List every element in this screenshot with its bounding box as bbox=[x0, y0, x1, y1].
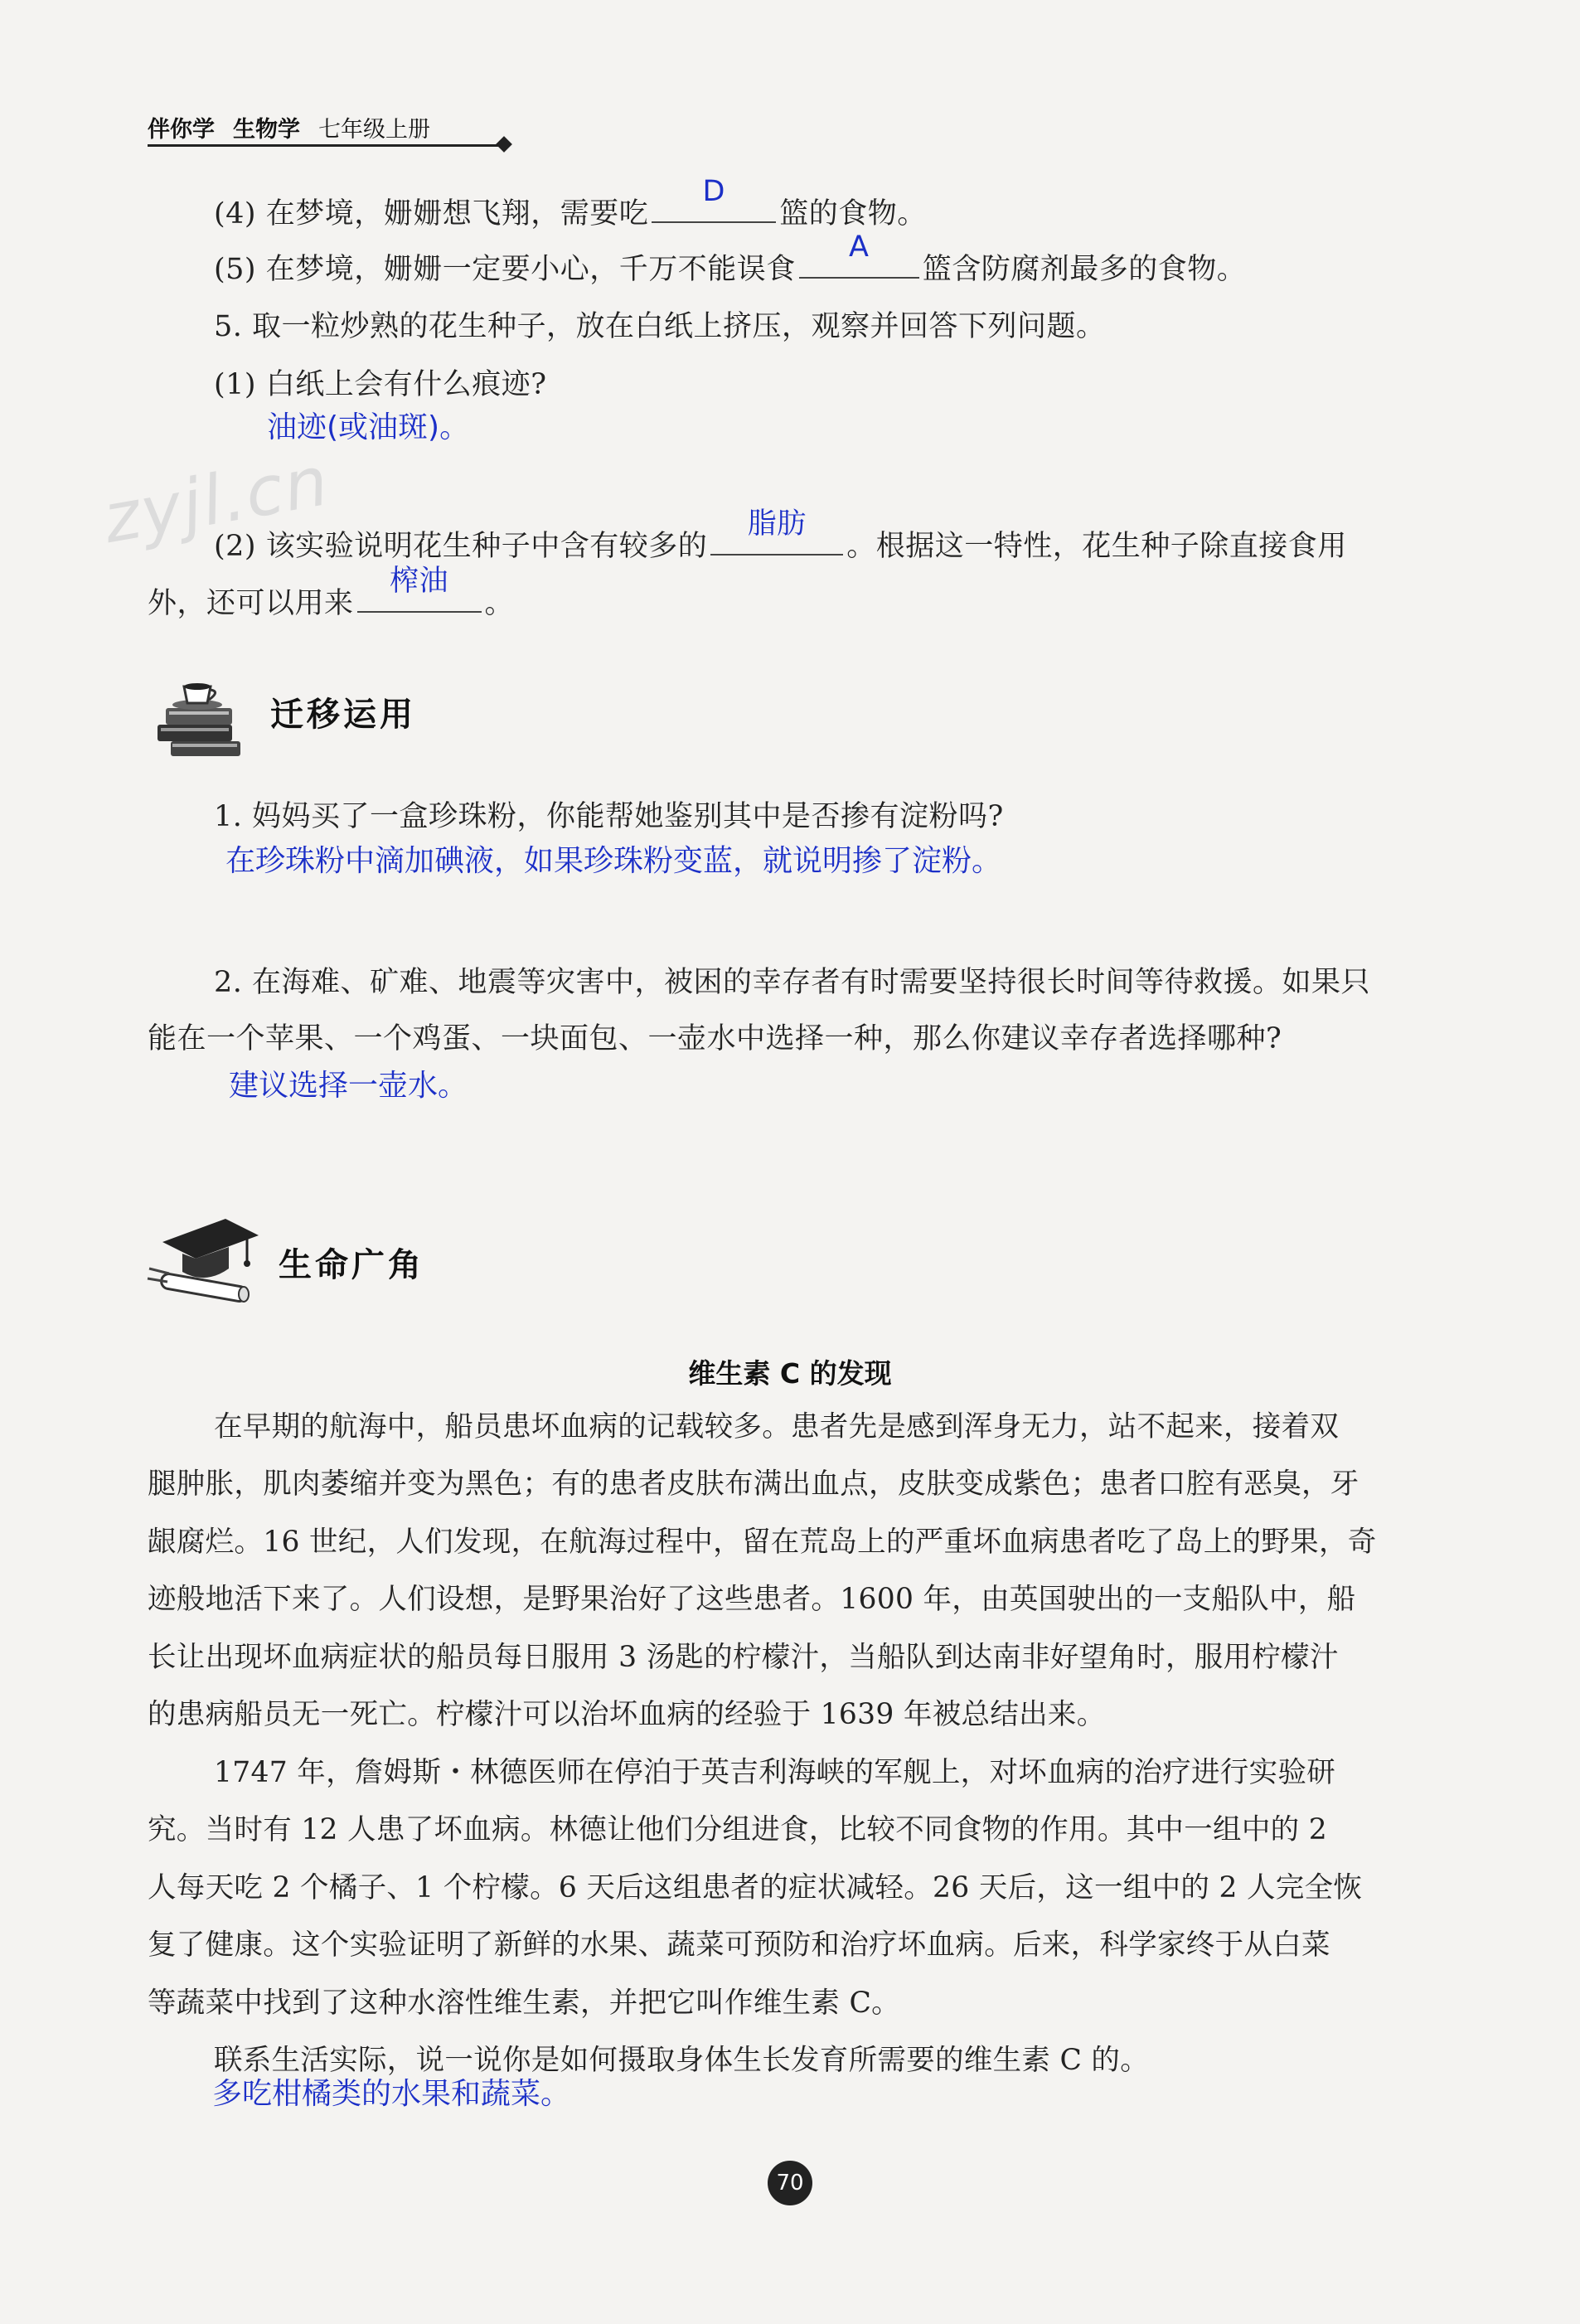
handwritten-answer: D bbox=[702, 175, 725, 208]
page-number: 70 bbox=[768, 2161, 812, 2205]
answer-blank-4 bbox=[652, 175, 776, 223]
section-title-life: 生命广角 bbox=[279, 1246, 424, 1284]
question-4: (4) 在梦境，姗姗想飞翔，需要吃 D 篮的食物。 bbox=[214, 175, 927, 230]
transfer-q2-line2: 能在一个苹果、一个鸡蛋、一块面包、一壶水中选择一种，那么你建议幸存者选择哪种? bbox=[148, 1022, 1282, 1055]
article-para2-line: 究。当时有 12 人患了坏血病。林德让他们分组进食，比较不同食物的作用。其中一组中的 2 bbox=[148, 1813, 1327, 1846]
article-para1-line: 腿肿胀，肌肉萎缩并变为黑色；有的患者皮肤布满出血点，皮肤变成紫色；患者口腔有恶臭，牙 bbox=[148, 1468, 1359, 1501]
header-series: 伴你学 bbox=[148, 117, 215, 143]
article-para2-line: 1747 年，詹姆斯・林德医师在停泊于英吉利海峡的军舰上，对坏血病的治疗进行实验研 bbox=[214, 1756, 1336, 1789]
problem-5-1-answer: 油迹(或油斑)。 bbox=[267, 410, 470, 444]
problem-5-1-question: (1) 白纸上会有什么痕迹? bbox=[214, 368, 547, 401]
handwritten-answer: 榨油 bbox=[390, 565, 449, 598]
watermark: zyjl.cn bbox=[97, 441, 336, 560]
section-title-transfer: 迁移运用 bbox=[270, 696, 416, 734]
problem-5-intro: 5. 取一粒炒熟的花生种子，放在白纸上挤压，观察并回答下列问题。 bbox=[214, 310, 1106, 343]
header-grade: 七年级上册 bbox=[318, 117, 430, 143]
header-subject: 生物学 bbox=[233, 117, 300, 143]
article-question: 联系生活实际，说一说你是如何摄取身体生长发育所需要的维生素 C 的。 bbox=[214, 2044, 1150, 2077]
transfer-q1: 1. 妈妈买了一盒珍珠粉，你能帮她鉴别其中是否掺有淀粉吗? bbox=[214, 800, 1004, 833]
article-answer: 多吃柑橘类的水果和蔬菜。 bbox=[212, 2077, 571, 2111]
handwritten-answer: 脂肪 bbox=[747, 507, 807, 541]
article-para1-line: 的患病船员无一死亡。柠檬汁可以治坏血病的经验于 1639 年被总结出来。 bbox=[148, 1698, 1106, 1731]
transfer-q1-answer: 在珍珠粉中滴加碘液，如果珍珠粉变蓝，就说明掺了淀粉。 bbox=[225, 844, 1002, 878]
transfer-q2-answer: 建议选择一壶水。 bbox=[229, 1069, 468, 1103]
graduation-cap-icon bbox=[146, 1211, 262, 1306]
article-para2-line: 等蔬菜中找到了这种水溶性维生素，并把它叫作维生素 C。 bbox=[148, 1987, 900, 2020]
books-coffee-icon bbox=[148, 673, 247, 764]
header-diamond-icon bbox=[496, 136, 512, 153]
page-header bbox=[148, 111, 430, 143]
handwritten-answer: A bbox=[848, 230, 870, 264]
article-para1-line: 迹般地活下来了。人们设想，是野果治好了这些患者。1600 年，由英国驶出的一支船队中，船 bbox=[148, 1583, 1356, 1616]
article-para2-line: 人每天吃 2 个橘子、1 个柠檬。6 天后这组患者的症状减轻。26 天后，这一组中的 2 人完全恢 bbox=[148, 1871, 1363, 1904]
article-para1-line: 长让出现坏血病症状的船员每日服用 3 汤匙的柠檬汁，当船队到达南非好望角时，服用柠檬汁 bbox=[148, 1641, 1339, 1674]
article-para1-line: 在早期的航海中，船员患坏血病的记载较多。患者先是感到浑身无力，站不起来，接着双 bbox=[214, 1410, 1340, 1443]
problem-5-2-line1: (2) 该实验说明花生种子中含有较多的 脂肪 。根据这一特性，花生种子除直接食用 bbox=[214, 507, 1347, 563]
answer-blank-oil bbox=[357, 565, 482, 613]
answer-blank-5 bbox=[799, 230, 919, 279]
question-5: (5) 在梦境，姗姗一定要小心，千万不能误食 A 篮含防腐剂最多的食物。 bbox=[214, 230, 1247, 286]
article-para2-line: 复了健康。这个实验证明了新鲜的水果、蔬菜可预防和治疗坏血病。后来，科学家终于从白菜 bbox=[148, 1929, 1330, 1962]
problem-5-2-line2: 外，还可以用来 榨油 。 bbox=[148, 565, 515, 620]
answer-blank-fat bbox=[710, 507, 843, 556]
header-rule bbox=[148, 144, 506, 147]
transfer-q2-line1: 2. 在海难、矿难、地震等灾害中，被困的幸存者有时需要坚持很长时间等待救援。如果只 bbox=[214, 966, 1371, 999]
article-title: 维生素 C 的发现 bbox=[688, 1357, 892, 1390]
article-para1-line: 龈腐烂。16 世纪，人们发现，在航海过程中，留在荒岛上的严重坏血病患者吃了岛上的野果，奇 bbox=[148, 1526, 1377, 1559]
